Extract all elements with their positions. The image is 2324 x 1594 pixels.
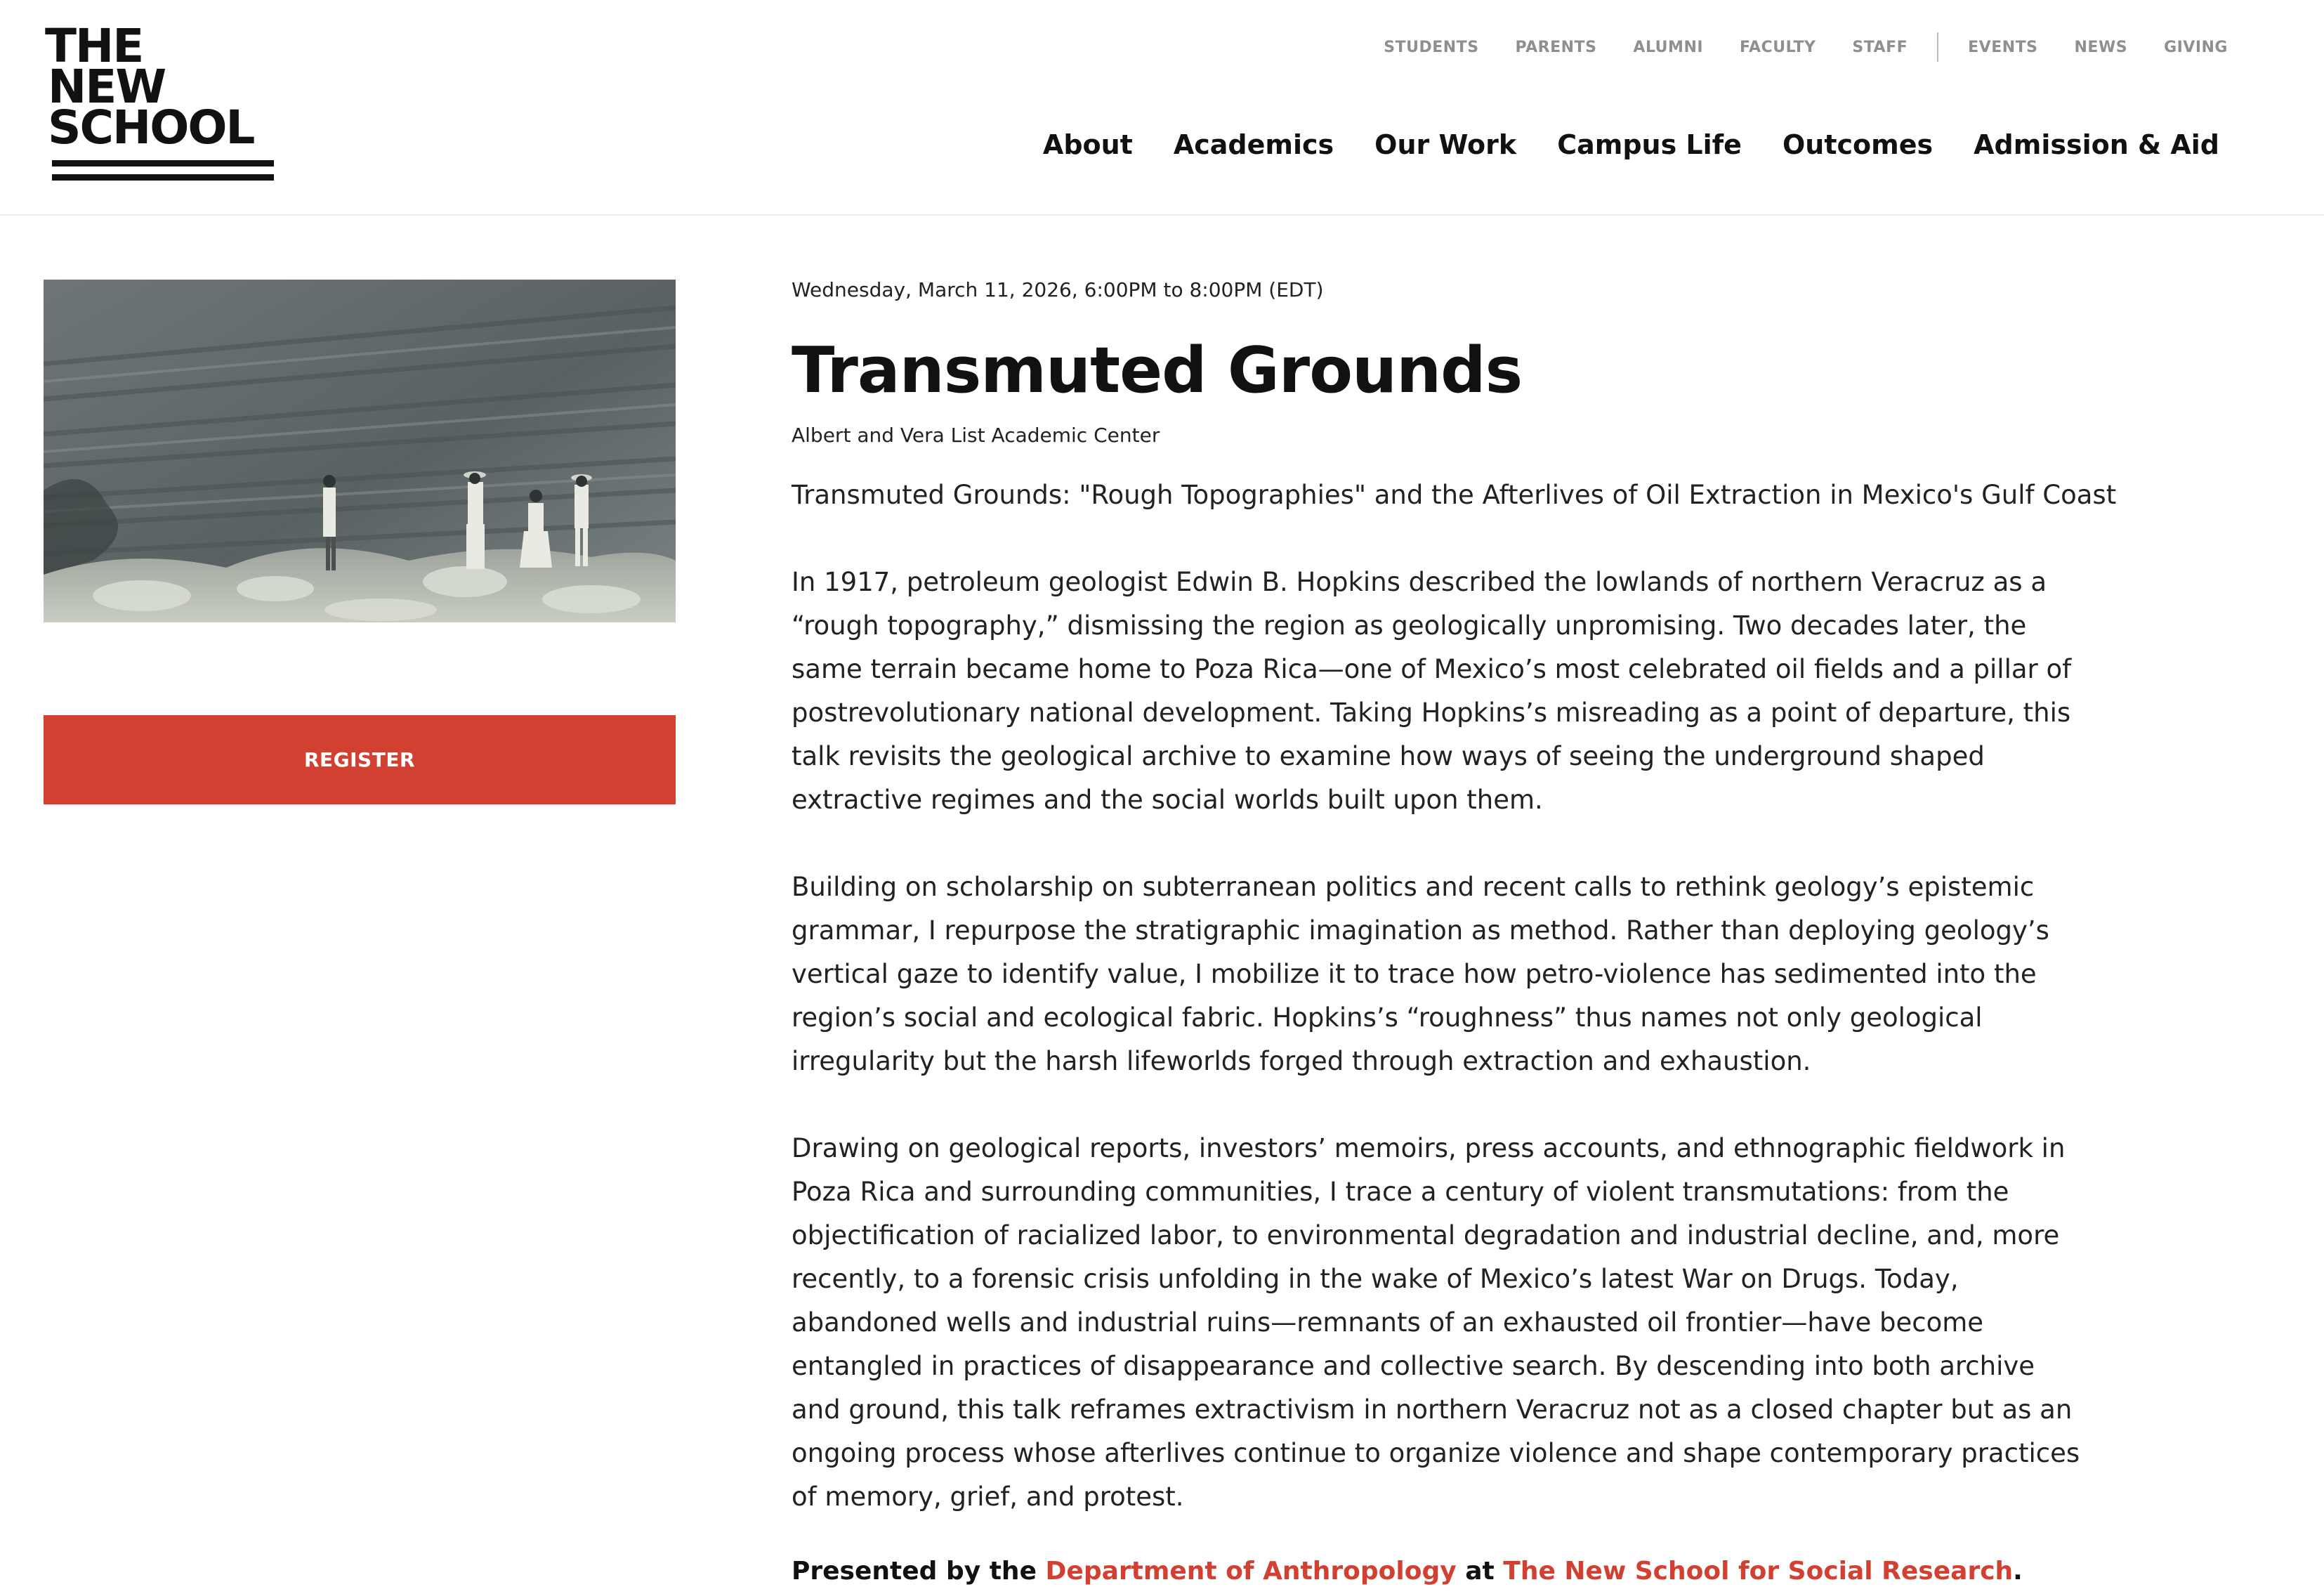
nav-admission-aid[interactable]: Admission & Aid	[1974, 129, 2219, 160]
event-description-paragraph: Drawing on geological reports, investors’ memoirs, press accounts, and ethnographic fieldwork in Poza Rica and surrounding communities, I trace a century of violent transmutations: from the objectification of racialized labor, to environmental degradation and industrial decline, and, more recently, to a forensic crisis unfolding in the wake of Mexico’s latest War on Drugs. Today, abandoned wells and industrial ruins—remnants of an exhausted oil frontier—have become entangled in practices of disappearance and collective search. By descending into both archive and ground, this talk reframes extractivism in northern Veracruz not as a closed chapter but as an ongoing process whose afterlives continue to organize violence and shape contemporary practices of memory, grief, and protest.	[792, 1133, 2080, 1512]
nav-campus-life[interactable]: Campus Life	[1557, 129, 1742, 160]
utility-link-students[interactable]: STUDENTS	[1384, 38, 1479, 56]
logo-line-1: THE	[45, 19, 143, 73]
utility-nav	[1347, 32, 2228, 62]
new-school-social-research-link[interactable]: The New School for Social Research	[1503, 1557, 2014, 1586]
utility-link-staff[interactable]: STAFF	[1852, 38, 1908, 56]
main-nav	[1002, 129, 2219, 160]
utility-link-events[interactable]: EVENTS	[1968, 38, 2038, 56]
utility-divider	[1937, 32, 1938, 62]
event-subtitle: Transmuted Grounds: "Rough Topographies" and the Afterlives of Oil Extraction in Mexico's Gulf Coast	[792, 480, 2117, 510]
nav-about[interactable]: About	[1042, 129, 1133, 160]
nav-academics[interactable]: Academics	[1173, 129, 1334, 160]
nav-our-work[interactable]: Our Work	[1374, 129, 1517, 160]
event-sidebar	[44, 280, 676, 771]
register-button[interactable]: REGISTER	[44, 715, 676, 804]
presented-by	[792, 1557, 2196, 1586]
presented-by-suffix: .	[2013, 1557, 2023, 1586]
utility-link-giving[interactable]: GIVING	[2164, 38, 2228, 56]
event-photo	[44, 280, 676, 622]
presented-by-prefix: Presented by the	[792, 1557, 1046, 1586]
event-datetime: Wednesday, March 11, 2026, 6:00PM to 8:00PM (EDT)	[792, 278, 1324, 301]
utility-link-alumni[interactable]: ALUMNI	[1633, 38, 1704, 56]
presented-by-middle: at	[1456, 1557, 1504, 1586]
logo-line-3: SCHOOL	[48, 100, 254, 155]
event-content	[792, 278, 2196, 1586]
archival-photo-image	[44, 280, 676, 622]
event-title: Transmuted Grounds	[792, 334, 1523, 407]
new-school-logo[interactable]	[42, 19, 278, 181]
utility-link-faculty[interactable]: FACULTY	[1740, 38, 1816, 56]
logo-bar	[52, 174, 274, 181]
utility-link-news[interactable]: NEWS	[2074, 38, 2128, 56]
utility-link-parents[interactable]: PARENTS	[1515, 38, 1597, 56]
nav-outcomes[interactable]: Outcomes	[1782, 129, 1934, 160]
event-description-paragraph: In 1917, petroleum geologist Edwin B. Hopkins described the lowlands of northern Veracruz as a “rough topography,” dismissing the region as geologically unpromising. Two decades later, the same terrain became home to Poza Rica—one of Mexico’s most celebrated oil fields and a pillar of postrevolutionary national development. Taking Hopkins’s misreading as a point of departure, this talk revisits the geological archive to examine how ways of seeing the underground shaped extractive regimes and the social worlds built upon them.	[792, 567, 2072, 815]
logo-line-2: NEW	[48, 60, 166, 114]
department-of-anthropology-link[interactable]: Department of Anthropology	[1045, 1557, 1457, 1586]
event-description-paragraph: Building on scholarship on subterranean politics and recent calls to rethink geology’s epistemic grammar, I repurpose the stratigraphic imagination as method. Rather than deploying geology’s vertical gaze to identify value, I mobilize it to trace how petro-violence has sedimented into the region’s social and ecological fabric. Hopkins’s “roughness” thus names not only geological irregularity but the harsh lifeworlds forged through extraction and exhaustion.	[792, 872, 2049, 1076]
site-header	[0, 0, 2324, 216]
event-venue: Albert and Vera List Academic Center	[792, 424, 1160, 447]
logo-bar	[52, 160, 274, 166]
